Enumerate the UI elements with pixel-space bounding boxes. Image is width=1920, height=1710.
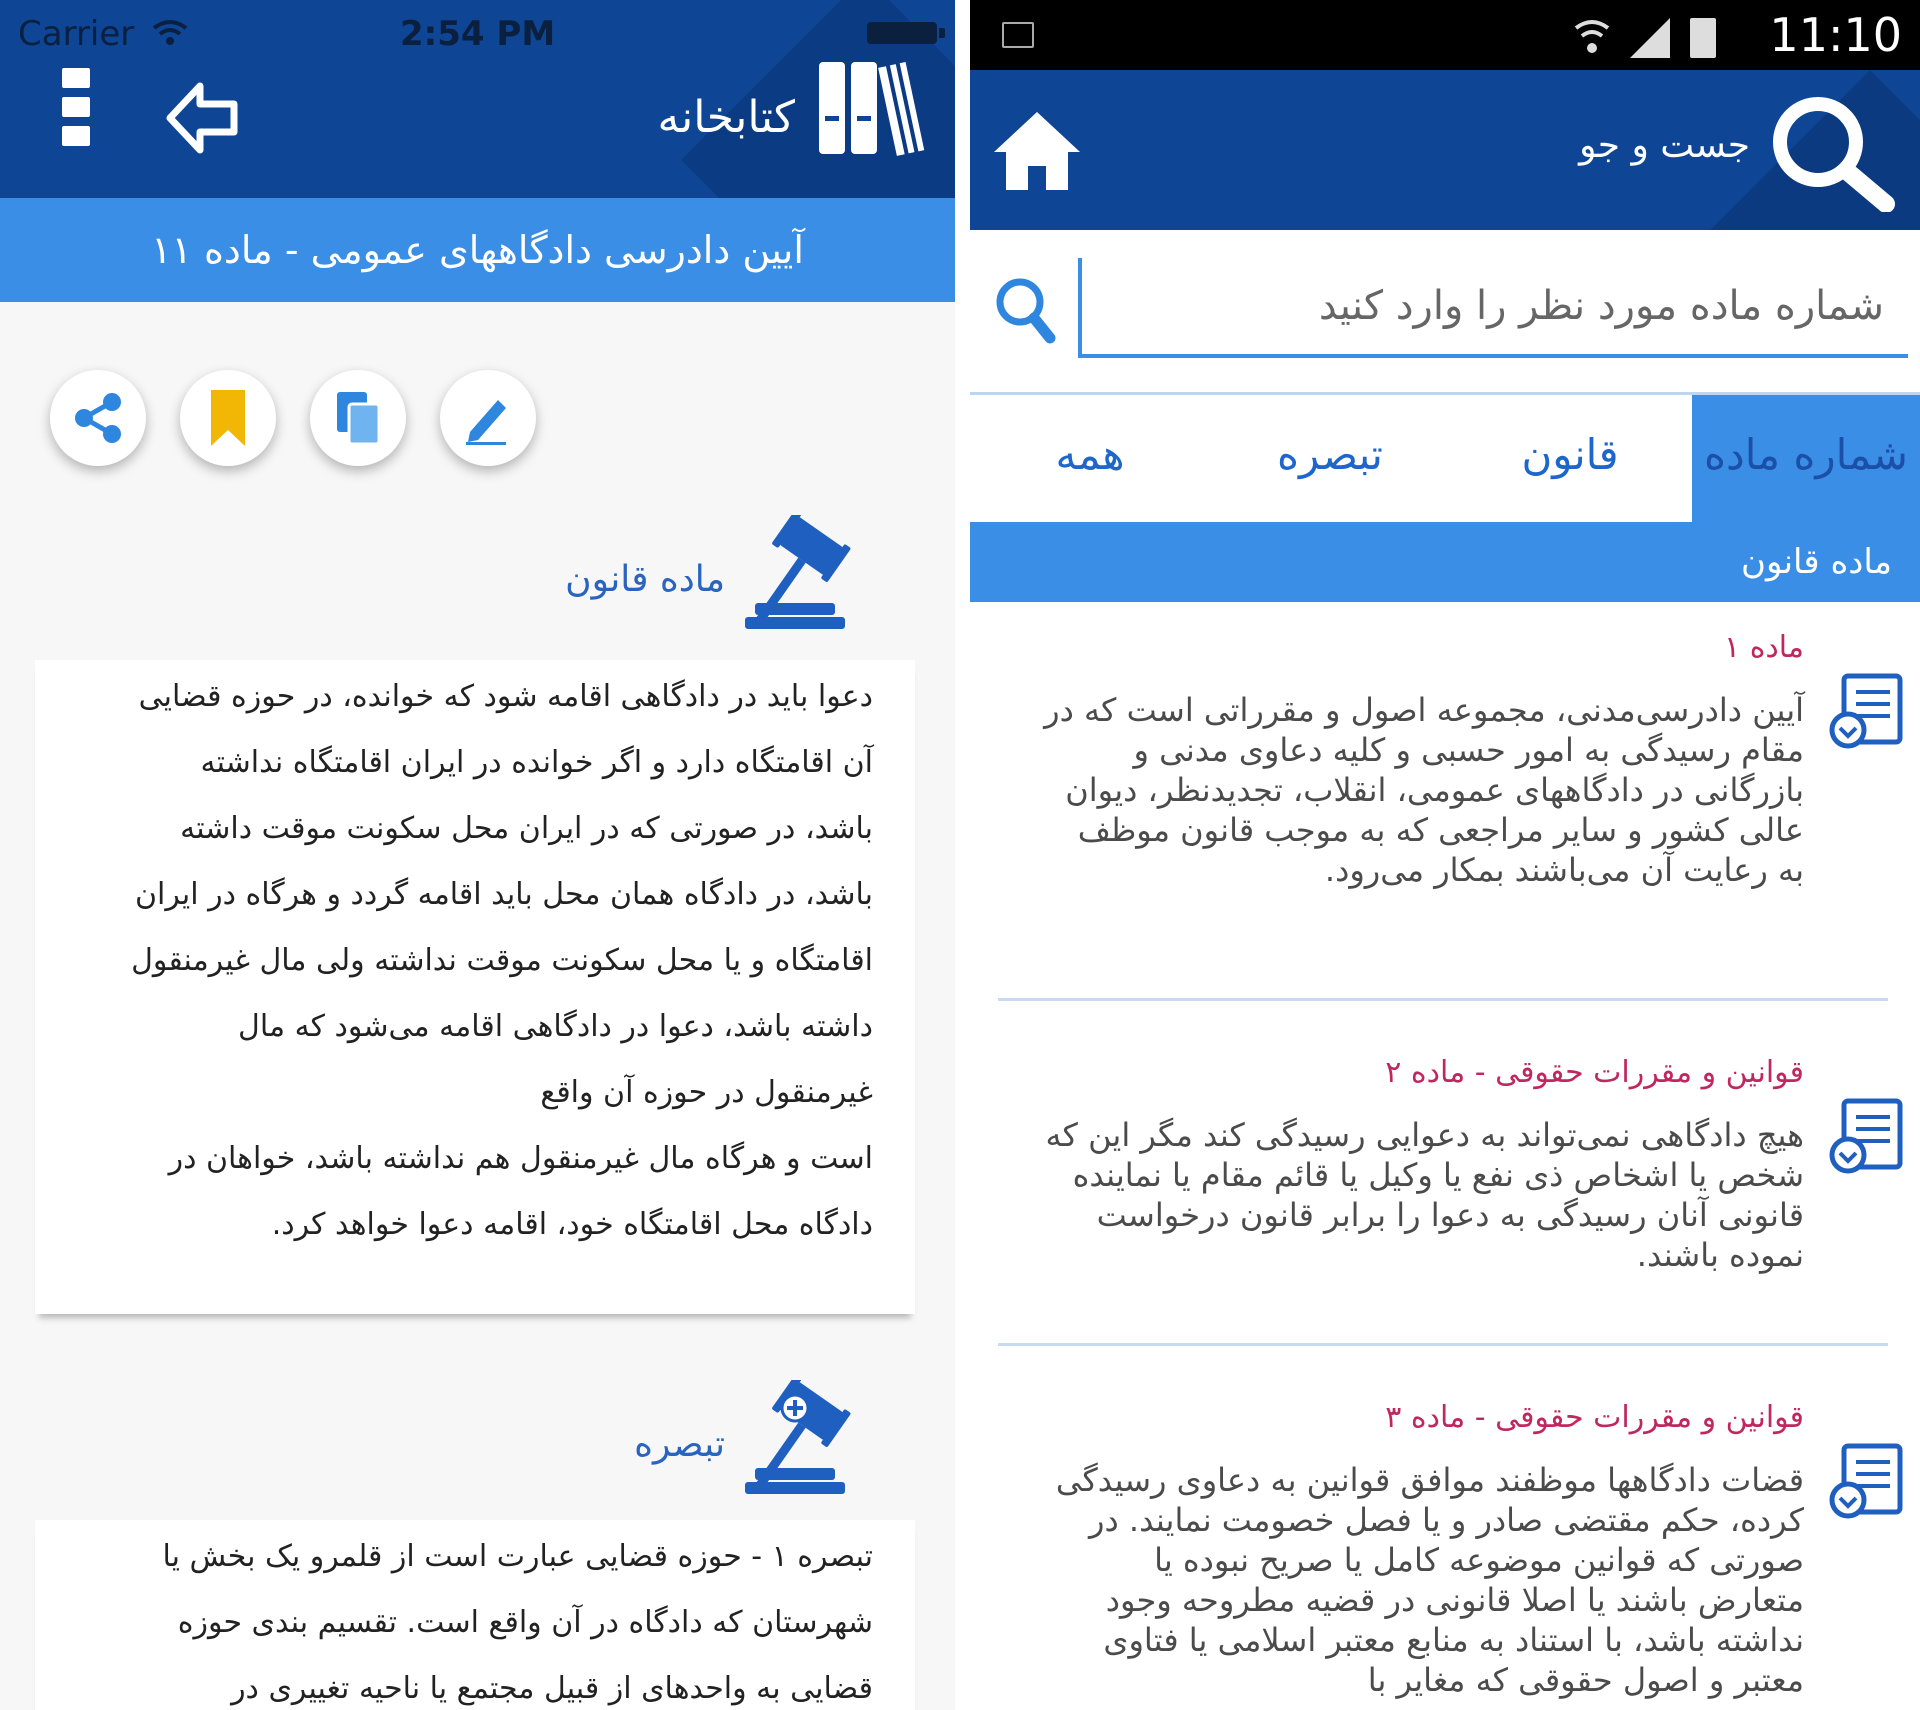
search-page-title: جست و جو bbox=[1579, 125, 1750, 166]
text-line: دادگاه محل اقامتگاه خود، اقامه دعوا خواهد کرد. bbox=[271, 1207, 873, 1242]
tab-law[interactable]: قانون bbox=[1521, 430, 1619, 479]
text-line: دعوا باید در دادگاهی اقامه شود که خوانده، در حوزه قضایی bbox=[138, 679, 873, 714]
search-screen bbox=[970, 0, 1920, 1710]
note-text-card bbox=[35, 1520, 915, 1710]
divider bbox=[998, 1343, 1888, 1346]
search-icon bbox=[1768, 92, 1898, 212]
result-title: ماده ۱ bbox=[1724, 630, 1804, 665]
article-detail-screen bbox=[0, 0, 955, 1710]
text-line: اقامتگاه و یا محل سکونت موقت نداشته ولی مال غیرمنقول bbox=[131, 943, 873, 978]
text-line: داشته باشد، دعوا در دادگاهی اقامه می‌شود که مال bbox=[238, 1009, 873, 1044]
text-line: شهرستان که دادگاه در آن واقع است. تقسیم بندی حوزه bbox=[177, 1605, 873, 1640]
status-time: 2:54 PM bbox=[400, 14, 556, 54]
bookmark-icon bbox=[203, 388, 253, 448]
menu-button[interactable] bbox=[62, 68, 92, 168]
search-bar bbox=[970, 230, 1920, 390]
copy-button[interactable] bbox=[310, 370, 406, 466]
document-icon bbox=[1828, 1095, 1906, 1179]
page-title: کتابخانه bbox=[657, 92, 795, 143]
document-icon bbox=[1828, 670, 1906, 754]
battery-icon bbox=[867, 22, 937, 44]
divider bbox=[998, 998, 1888, 1001]
gavel-plus-icon bbox=[745, 1380, 895, 1495]
share-icon bbox=[70, 390, 126, 446]
text-line: غیرمنقول در حوزه آن واقع bbox=[540, 1075, 873, 1110]
share-button[interactable] bbox=[50, 370, 146, 466]
text-line: باشد، در صورتی که در ایران محل سکونت موقت داشته bbox=[180, 811, 873, 846]
law-section-header bbox=[295, 515, 895, 635]
result-body: آیین دادرسی‌مدنی، مجموعه اصول و مقرراتی است که در مقام رسیدگی به امور حسبی و کلیه دعاوی مدنی و بازرگانی در دادگاههای عمومی، انقلاب، تجدیدنظر، دیوان عالی کشور و سایر مراجعی که به موجب قانون موظف به رعایت آن می‌باشند بمکار می‌رود. bbox=[1044, 691, 1804, 889]
gavel-icon bbox=[745, 515, 895, 630]
home-icon[interactable] bbox=[992, 108, 1082, 192]
app-header bbox=[0, 0, 955, 198]
result-item[interactable] bbox=[970, 1055, 1920, 1345]
tab-article-number[interactable]: شماره ماده bbox=[1692, 395, 1920, 525]
signal-icons bbox=[1570, 14, 1740, 60]
article-number-input[interactable] bbox=[1078, 258, 1908, 358]
result-item[interactable] bbox=[970, 630, 1920, 980]
tab-note[interactable]: تبصره bbox=[1277, 430, 1383, 479]
text-line: باشد، در دادگاه همان محل باید اقامه گردد و هرگاه در ایران bbox=[134, 877, 873, 912]
document-icon bbox=[1828, 1440, 1906, 1524]
result-body: قضات دادگاهها موظفند موافق قوانین به دعاوی رسیدگی کرده، حکم مقتضی صادر و یا فصل خصومت نمایند. در صورتی که قوانین موضوعه کامل یا صریح نبوده یا متعارض باشند یا اصلا قانونی در قضیه مطروحه وجود نداشته باشد، با استناد به منابع معتبر اسلامی یا فتاوی معتبر و اصول حقوقی که مغایر با bbox=[1055, 1461, 1804, 1699]
article-breadcrumb: آیین دادرسی دادگاههای عمومی - ماده ۱۱ bbox=[0, 198, 955, 302]
text-line: قضایی به واحدهای از قبیل مجتمع یا ناحیه تغییری در bbox=[231, 1671, 873, 1706]
status-clock: 11:10 bbox=[1769, 8, 1902, 62]
library-books-icon bbox=[815, 58, 925, 158]
search-small-icon[interactable] bbox=[992, 272, 1062, 352]
bookmark-button[interactable] bbox=[180, 370, 276, 466]
search-header bbox=[970, 70, 1920, 230]
tab-all[interactable]: همه bbox=[1055, 430, 1125, 479]
filter-tabs bbox=[970, 392, 1920, 525]
text-line: تبصره ۱ - حوزه قضایی عبارت است از قلمرو یک بخش یا bbox=[162, 1539, 873, 1574]
copy-icon bbox=[333, 390, 383, 446]
result-body: هیچ دادگاهی نمی‌تواند به دعوایی رسیدگی کند مگر این که شخص یا اشخاص ذی نفع یا وکیل یا قائم مقام یا نماینده قانونی آنان رسیدگی به دعوا را برابر قانون درخواست نموده باشند. bbox=[1045, 1116, 1804, 1274]
law-text-card bbox=[35, 660, 915, 1314]
note-section-header bbox=[295, 1380, 895, 1500]
edit-button[interactable] bbox=[440, 370, 536, 466]
text-line: است و هرگاه مال غیرمنقول هم نداشته باشد، خواهان در bbox=[168, 1141, 873, 1176]
result-item[interactable] bbox=[970, 1400, 1920, 1710]
wifi-icon bbox=[150, 18, 190, 48]
android-status-bar bbox=[970, 0, 1920, 70]
note-section-title: تبصره bbox=[634, 1424, 725, 1465]
results-section-header: ماده قانون bbox=[970, 522, 1920, 602]
back-arrow-icon[interactable] bbox=[162, 78, 242, 158]
gallery-notification-icon bbox=[1002, 22, 1034, 48]
status-bar bbox=[0, 0, 955, 60]
carrier-label: Carrier bbox=[18, 14, 135, 54]
result-title: قوانین و مقررات حقوقی - ماده ۲ bbox=[1385, 1055, 1804, 1090]
result-title: قوانین و مقررات حقوقی - ماده ۳ bbox=[1385, 1400, 1804, 1435]
pencil-icon bbox=[460, 390, 516, 446]
law-section-title: ماده قانون bbox=[565, 559, 725, 600]
text-line: آن اقامتگاه دارد و اگر خوانده در ایران اقامتگاه نداشته bbox=[200, 745, 873, 780]
